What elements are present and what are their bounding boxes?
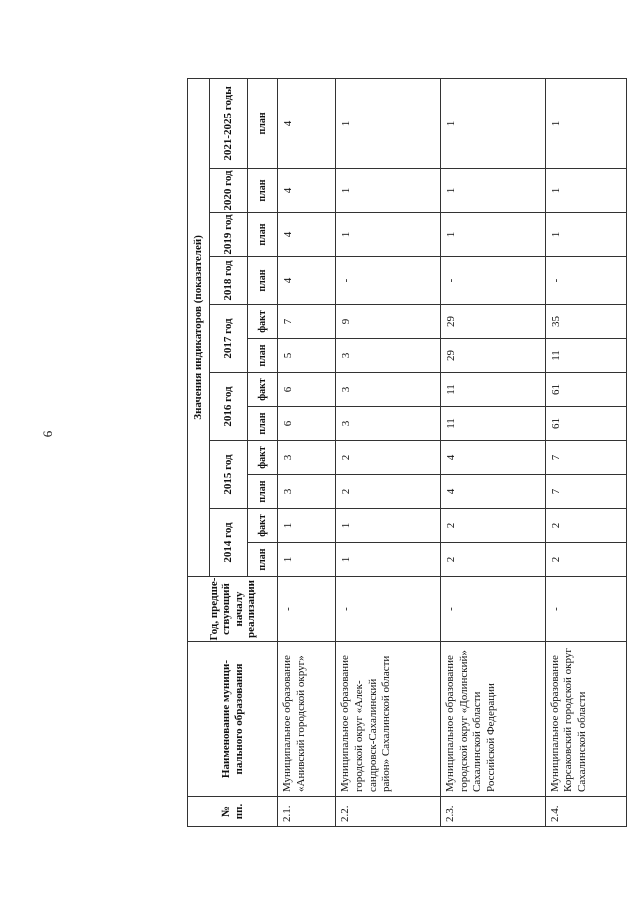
cell-value: 1: [336, 169, 441, 213]
subheader-plan: план: [248, 407, 278, 441]
cell-value: 1: [278, 509, 336, 543]
cell-value: 29: [440, 305, 545, 339]
cell-value: 2: [440, 509, 545, 543]
row-name: Муниципальное образование «Анивский городской округ»: [278, 642, 336, 797]
row-name: Муниципальное образование Корсаковский городской округ Сахалинской области: [545, 642, 626, 797]
cell-value: 61: [545, 373, 626, 407]
cell-value: 3: [278, 441, 336, 475]
row-prev-year: -: [545, 577, 626, 642]
cell-value: 7: [545, 475, 626, 509]
row-prev-year: -: [336, 577, 441, 642]
cell-value: 4: [278, 78, 336, 168]
subheader-plan: план: [248, 543, 278, 577]
cell-value: 1: [336, 543, 441, 577]
cell-value: 7: [545, 441, 626, 475]
header-year-2015: 2015 год: [210, 441, 248, 509]
header-year-2014: 2014 год: [210, 509, 248, 577]
row-num: 2.2.: [336, 797, 441, 827]
cell-value: 1: [440, 78, 545, 168]
cell-value: 1: [336, 213, 441, 257]
cell-value: 1: [336, 509, 441, 543]
cell-value: 2: [336, 475, 441, 509]
header-indicators: Значения индикаторов (показателей): [188, 78, 210, 576]
header-year-2016: 2016 год: [210, 373, 248, 441]
cell-value: 4: [278, 169, 336, 213]
cell-value: 3: [336, 339, 441, 373]
cell-value: 6: [278, 373, 336, 407]
subheader-plan: план: [248, 339, 278, 373]
row-name: Муниципальное образование городской округ «Александровск-Сахалинский район» Сахалинской области: [336, 642, 441, 797]
row-name: Муниципальное образование городской округ «Долинский» Сахалинской области Российской Федерации: [440, 642, 545, 797]
header-name: Наименование муниципального образования: [188, 642, 278, 797]
cell-value: 4: [440, 475, 545, 509]
cell-value: 7: [278, 305, 336, 339]
cell-value: 4: [278, 257, 336, 305]
row-prev-year: -: [440, 577, 545, 642]
cell-value: 1: [440, 213, 545, 257]
header-year-2020: 2020 год: [210, 169, 248, 213]
cell-value: -: [440, 257, 545, 305]
header-year-2018: 2018 год: [210, 257, 248, 305]
header-year-2021-2025: 2021-2025 годы: [210, 78, 248, 168]
row-prev-year: -: [278, 577, 336, 642]
cell-value: 4: [440, 441, 545, 475]
cell-value: 2: [336, 441, 441, 475]
cell-value: 1: [336, 78, 441, 168]
row-num: 2.1.: [278, 797, 336, 827]
cell-value: 5: [278, 339, 336, 373]
header-prev-year: Год, предшествующий началу реализации: [188, 577, 278, 642]
cell-value: 3: [278, 475, 336, 509]
cell-value: 3: [336, 373, 441, 407]
page-number: 6: [40, 430, 55, 438]
cell-value: 9: [336, 305, 441, 339]
row-num: 2.4.: [545, 797, 626, 827]
header-num: № пп.: [188, 797, 278, 827]
row-num: 2.3.: [440, 797, 545, 827]
cell-value: 11: [440, 407, 545, 441]
cell-value: 2: [545, 509, 626, 543]
subheader-plan: план: [248, 78, 278, 168]
indicators-table: [187, 87, 627, 827]
cell-value: -: [545, 257, 626, 305]
cell-value: -: [336, 257, 441, 305]
cell-value: 1: [545, 169, 626, 213]
header-year-2017: 2017 год: [210, 305, 248, 373]
cell-value: 1: [545, 78, 626, 168]
cell-value: 1: [545, 213, 626, 257]
header-year-2019: 2019 год: [210, 213, 248, 257]
cell-value: 11: [440, 373, 545, 407]
subheader-fact: факт: [248, 509, 278, 543]
subheader-fact: факт: [248, 373, 278, 407]
subheader-fact: факт: [248, 305, 278, 339]
cell-value: 35: [545, 305, 626, 339]
subheader-fact: факт: [248, 441, 278, 475]
cell-value: 2: [440, 543, 545, 577]
cell-value: 2: [545, 543, 626, 577]
cell-value: 61: [545, 407, 626, 441]
table-row: [278, 78, 336, 826]
table-row: [336, 78, 441, 826]
cell-value: 1: [278, 543, 336, 577]
subheader-plan: план: [248, 169, 278, 213]
subheader-plan: план: [248, 257, 278, 305]
cell-value: 3: [336, 407, 441, 441]
cell-value: 1: [440, 169, 545, 213]
cell-value: 29: [440, 339, 545, 373]
cell-value: 11: [545, 339, 626, 373]
subheader-plan: план: [248, 213, 278, 257]
cell-value: 6: [278, 407, 336, 441]
cell-value: 4: [278, 213, 336, 257]
subheader-plan: план: [248, 475, 278, 509]
table-row: [440, 78, 545, 826]
table-row: [545, 78, 626, 826]
